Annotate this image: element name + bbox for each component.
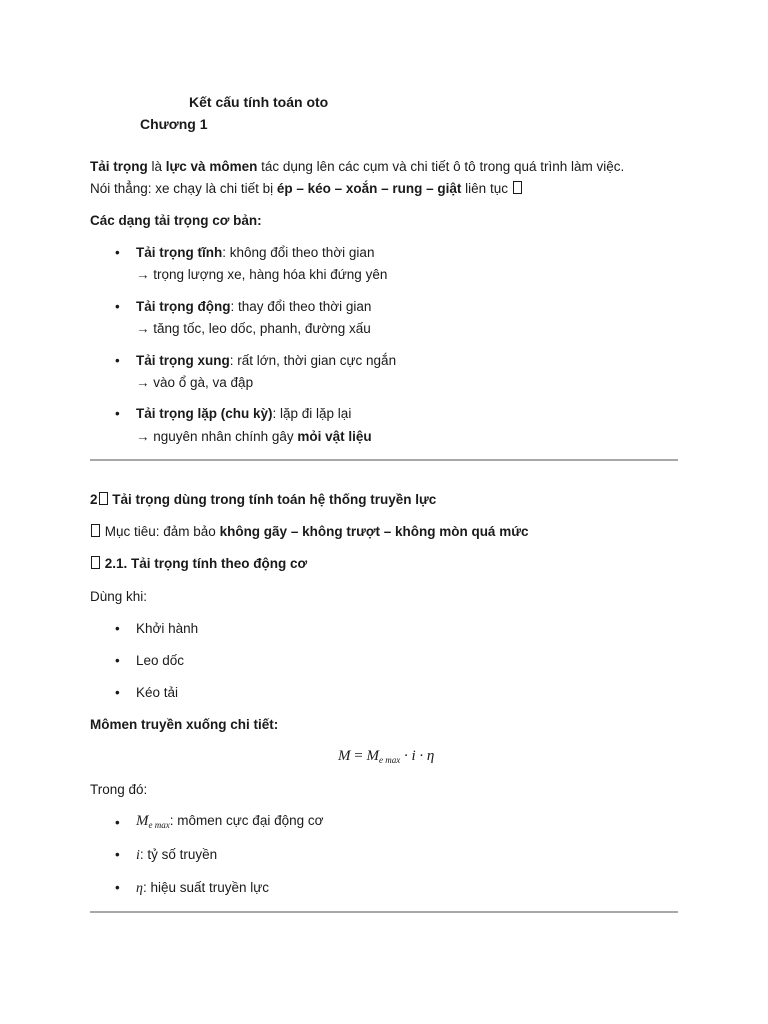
- list-item: [136, 813, 323, 830]
- list-item: [136, 847, 217, 864]
- bullet-icon: •: [115, 299, 120, 314]
- load-type-desc: : rất lớn, thời gian cực ngắn: [229, 353, 397, 368]
- variable-desc: : hiệu suất truyền lực: [142, 880, 270, 895]
- missing-glyph-icon: [91, 524, 100, 537]
- section-divider: [90, 459, 678, 461]
- load-type-note: [136, 321, 371, 336]
- use-label: Dùng khi:: [90, 589, 148, 604]
- bullet-icon: •: [115, 685, 120, 700]
- note-text: → nguyên nhân chính gây: [136, 429, 298, 444]
- bullet-icon: •: [115, 406, 120, 421]
- load-type-note: [136, 375, 253, 390]
- load-type-desc: : không đổi theo thời gian: [222, 245, 375, 260]
- variable-symbol: η: [136, 881, 143, 896]
- intro-text: Nói thẳng: xe chạy là chi tiết bị: [90, 181, 277, 196]
- chapter-heading: Chương 1: [140, 116, 208, 132]
- intro-line-1: [90, 159, 624, 174]
- intro-line-2: [90, 181, 523, 196]
- load-type-desc: : thay đổi theo thời gian: [230, 299, 372, 314]
- basic-loads-heading: Các dạng tải trọng cơ bản:: [90, 213, 262, 228]
- section-title: Tải trọng dùng trong tính toán hệ thống truyền lực: [108, 492, 437, 507]
- intro-text: là: [147, 159, 166, 174]
- missing-glyph-icon: [91, 556, 100, 569]
- formula: [338, 748, 434, 765]
- where-label: Trong đó:: [90, 782, 148, 797]
- load-type-name: Tải trọng động: [136, 299, 231, 314]
- load-type-note: [136, 267, 387, 282]
- section-divider: [90, 911, 678, 913]
- note-text: → trọng lượng xe, hàng hóa khi đứng yên: [136, 267, 388, 282]
- formula-rest: · i · η: [400, 748, 435, 764]
- load-type-name: Tải trọng xung: [136, 353, 230, 368]
- note-text: → tăng tốc, leo dốc, phanh, đường xấu: [136, 321, 371, 336]
- intro-term-force: lực và mômen: [165, 159, 258, 174]
- list-item: [136, 353, 396, 368]
- load-type-name: Tải trọng tĩnh: [136, 245, 223, 260]
- missing-glyph-icon: [513, 181, 522, 194]
- missing-glyph-icon: [99, 492, 108, 505]
- bullet-icon: •: [115, 245, 120, 260]
- formula-symbol: M: [338, 748, 351, 764]
- intro-term-load: Tải trọng: [90, 159, 148, 174]
- document-title: Kết cấu tính toán oto: [189, 94, 329, 110]
- note-text: → vào ổ gà, va đập: [136, 375, 254, 390]
- intro-emphasis: ép – kéo – xoắn – rung – giật: [276, 181, 462, 196]
- load-type-note: [136, 429, 372, 444]
- formula-operator: =: [350, 748, 367, 764]
- goal-line: [90, 524, 528, 539]
- bullet-icon: •: [115, 880, 120, 895]
- subsection-heading: [90, 556, 307, 571]
- list-item: Kéo tải: [136, 685, 179, 700]
- subsection-title: 2.1. Tải trọng tính theo động cơ: [101, 556, 308, 571]
- list-item: [136, 245, 374, 260]
- variable-desc: : tỷ số truyền: [139, 847, 218, 862]
- bullet-icon: •: [115, 621, 120, 636]
- bullet-icon: •: [115, 653, 120, 668]
- variable-subscript: e max: [148, 820, 170, 830]
- formula-symbol: M: [366, 748, 379, 764]
- goal-text: Mục tiêu: đảm bảo: [101, 524, 220, 539]
- variable-symbol: M: [136, 813, 149, 829]
- list-item: [136, 299, 371, 314]
- list-item: [136, 406, 351, 421]
- bullet-icon: •: [115, 815, 120, 830]
- variable-desc: : mômen cực đại động cơ: [169, 813, 324, 828]
- intro-text: liên tục: [461, 181, 512, 196]
- bullet-icon: •: [115, 353, 120, 368]
- formula-subscript: e max: [378, 755, 401, 765]
- section-2-heading: [90, 492, 436, 507]
- moment-heading: Mômen truyền xuống chi tiết:: [90, 717, 279, 732]
- variable-symbol: i: [136, 848, 140, 863]
- load-type-desc: : lặp đi lặp lại: [272, 406, 352, 421]
- note-emphasis: mỏi vật liệu: [297, 429, 372, 444]
- list-item: Leo dốc: [136, 653, 185, 668]
- list-item: Khởi hành: [136, 621, 199, 636]
- load-type-name: Tải trọng lặp (chu kỳ): [136, 406, 273, 421]
- bullet-icon: •: [115, 847, 120, 862]
- section-number: 2: [90, 492, 98, 507]
- list-item: [136, 880, 269, 897]
- intro-text: tác dụng lên các cụm và chi tiết ô tô trong quá trình làm việc.: [257, 159, 625, 174]
- goal-emphasis: không gãy – không trượt – không mòn quá mức: [219, 524, 529, 539]
